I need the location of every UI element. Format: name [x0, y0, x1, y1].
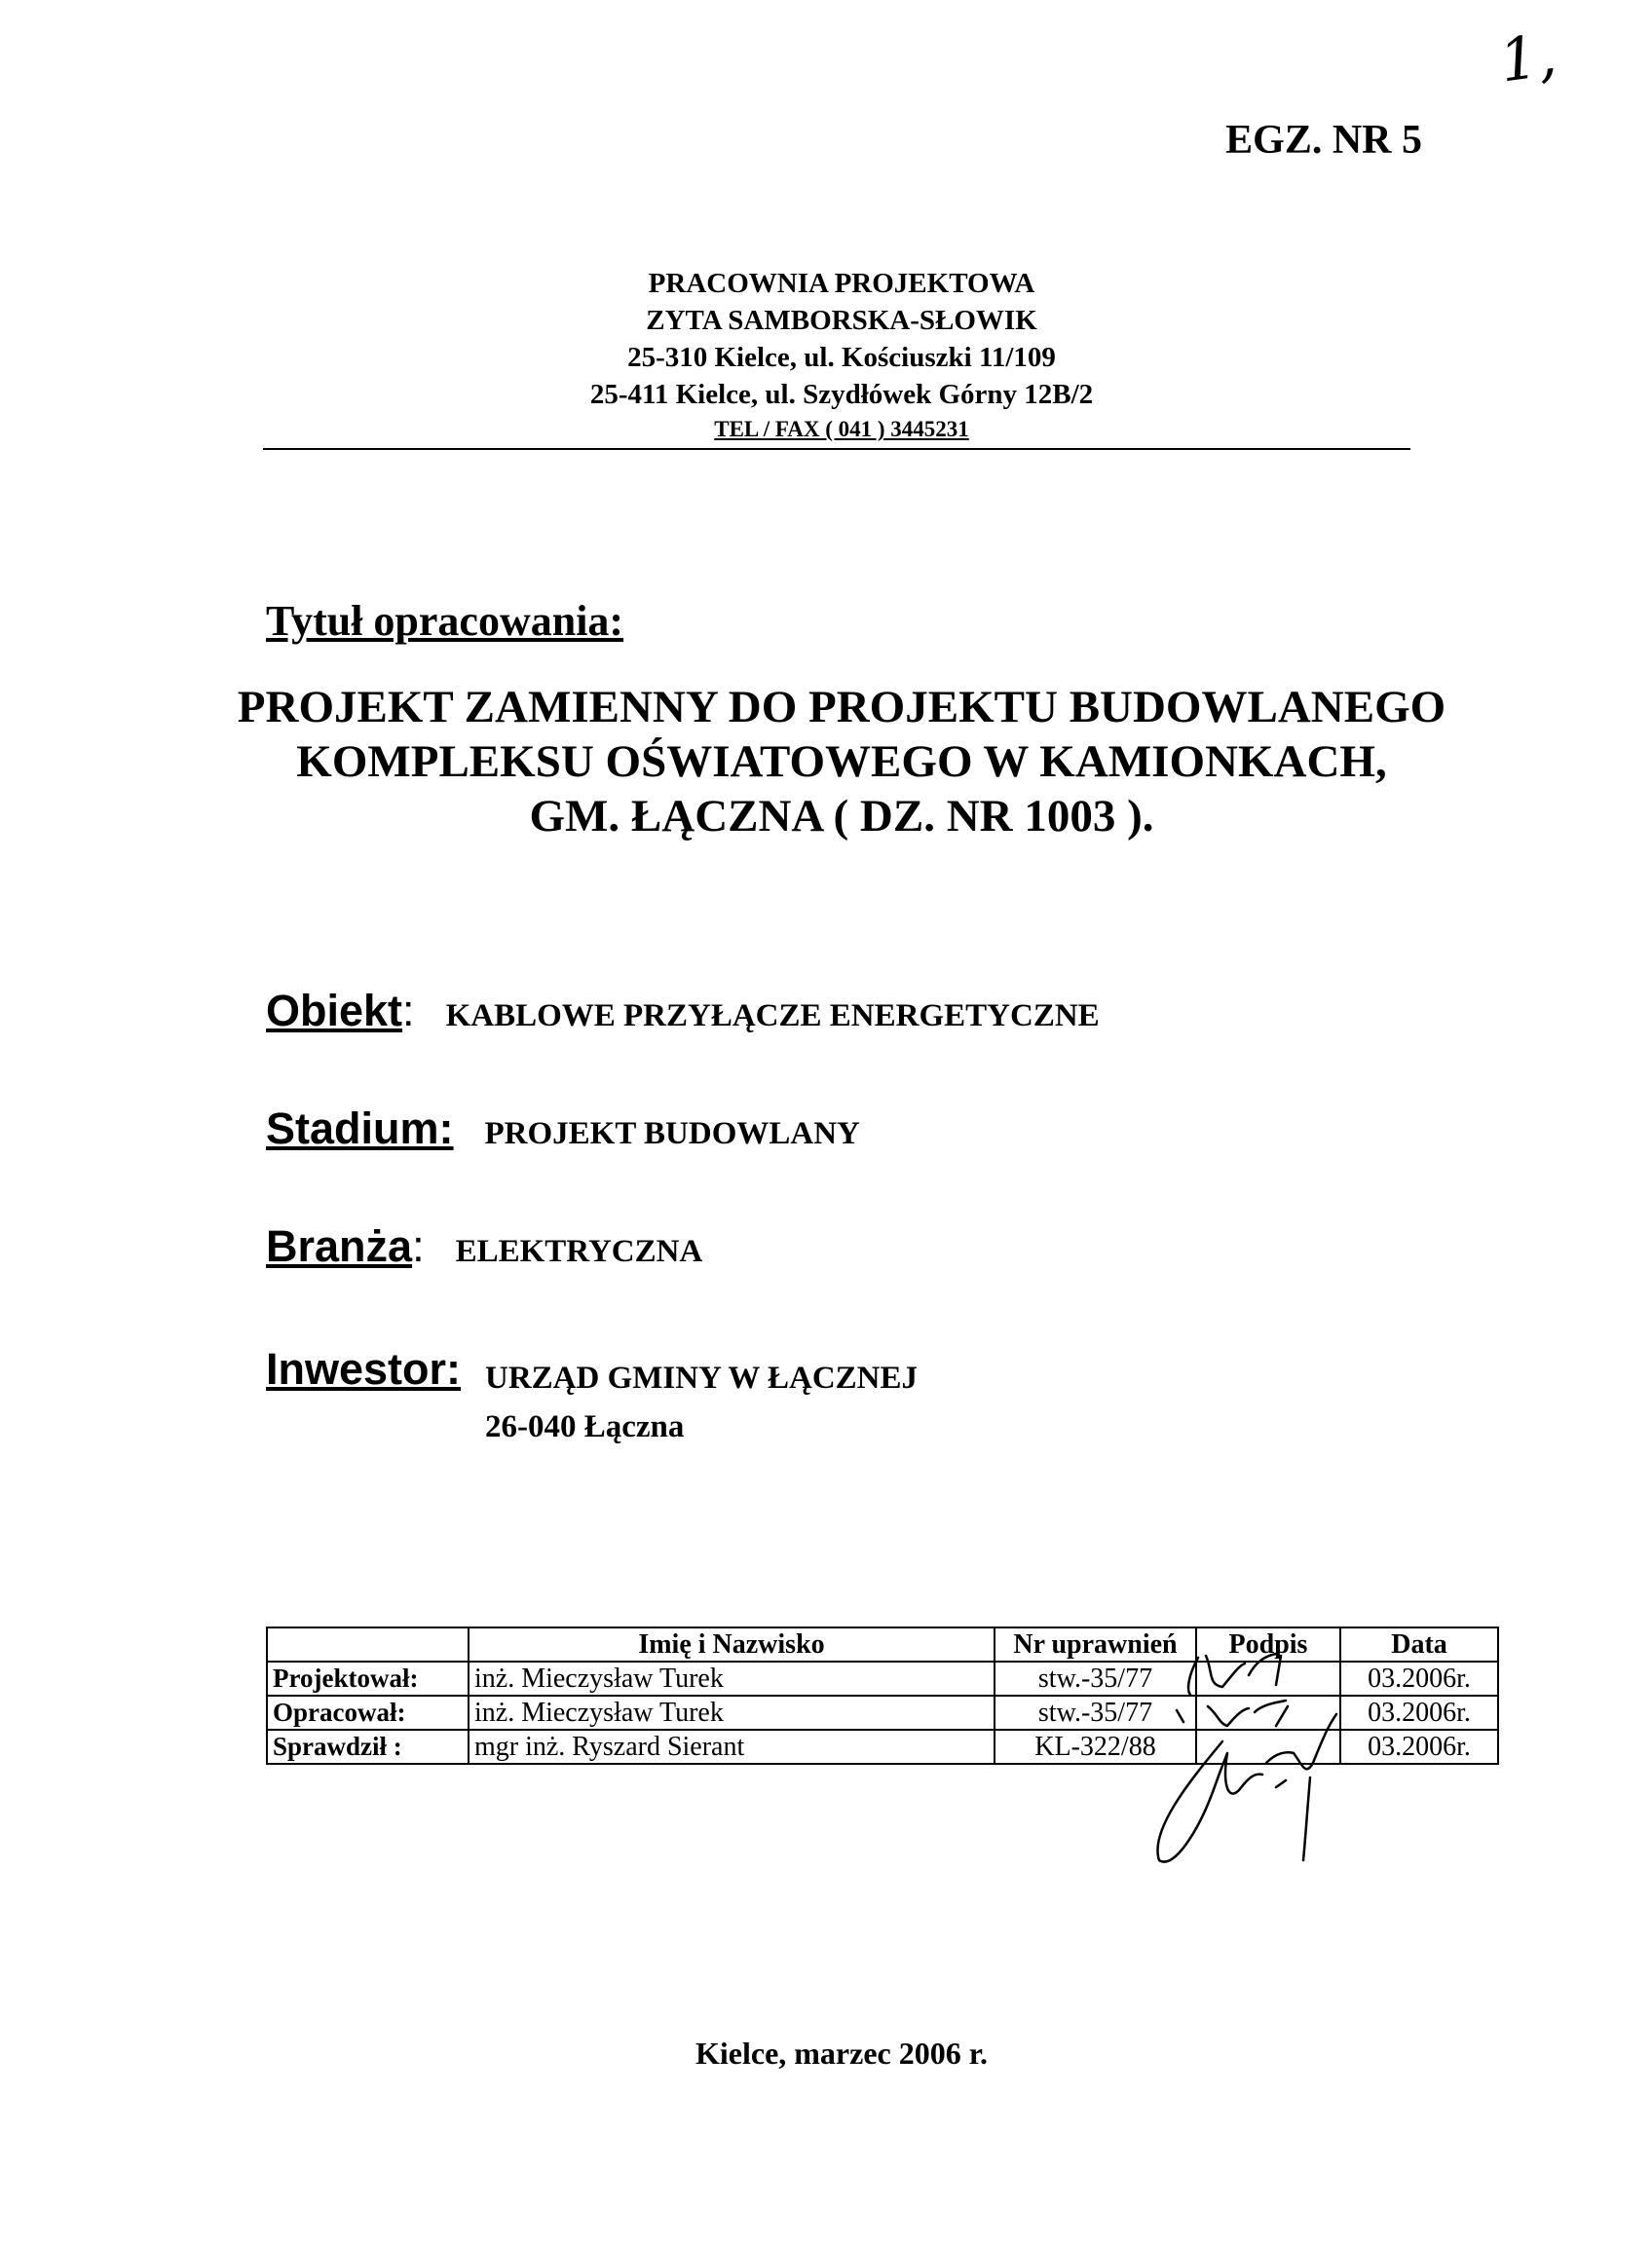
row-role: Opracował: [267, 1696, 469, 1730]
row-date: 03.2006r. [1340, 1662, 1498, 1696]
row-date: 03.2006r. [1340, 1696, 1498, 1730]
title-label: Tytuł opracowania: [266, 597, 624, 645]
field-obiekt-label: Obiekt [266, 986, 403, 1035]
row-nr: KL-322/88 [995, 1730, 1196, 1764]
row-role: Projektował: [267, 1662, 469, 1696]
table-header-empty [267, 1627, 469, 1662]
row-role: Sprawdził : [267, 1730, 469, 1764]
table-header-signature: Podpis [1196, 1627, 1340, 1662]
firm-name: PRACOWNIA PROJEKTOWA [648, 268, 1035, 299]
row-name: inż. Mieczysław Turek [469, 1696, 995, 1730]
field-stadium-label: Stadium: [266, 1103, 454, 1153]
table-header-name: Imię i Nazwisko [469, 1627, 995, 1662]
field-inwestor-value [485, 1354, 918, 1451]
field-branza-colon: : [412, 1221, 425, 1271]
document-title [0, 680, 1652, 843]
field-inwestor-label: Inwestor: [266, 1344, 462, 1394]
firm-owner: ZYTA SAMBORSKA-SŁOWIK [646, 305, 1037, 336]
signature-stroke [1177, 1701, 1288, 1726]
row-name: mgr inż. Ryszard Sierant [469, 1730, 995, 1764]
firm-address-1: 25-310 Kielce, ul. Kościuszki 11/109 [627, 342, 1056, 373]
inwestor-name: URZĄD GMINY W ŁĄCZNEJ [485, 1361, 919, 1396]
inwestor-address: 26-040 Łączna [485, 1409, 685, 1444]
field-inwestor [266, 1344, 461, 1395]
field-obiekt [266, 986, 1100, 1036]
field-obiekt-value: KABLOWE PRZYŁĄCZE ENERGETYCZNE [445, 998, 1100, 1033]
copy-number: EGZ. NR 5 [1225, 118, 1422, 163]
field-branza-label: Branża [266, 1221, 413, 1271]
title-line: PROJEKT ZAMIENNY DO PROJEKTU BUDOWLANEGO [237, 682, 1446, 732]
firm-tel-fax: TEL / FAX ( 041 ) 3445231 [714, 417, 969, 441]
table-header-nr: Nr uprawnień [995, 1627, 1196, 1662]
table-header-date: Data [1340, 1627, 1498, 1662]
signature-stroke [1188, 1654, 1281, 1695]
row-nr: stw.-35/77 [995, 1662, 1196, 1696]
handwritten-signatures [1130, 1617, 1364, 1880]
field-stadium [266, 1103, 860, 1154]
title-line: GM. ŁĄCZNA ( DZ. NR 1003 ). [529, 791, 1154, 842]
header-divider [263, 448, 1410, 450]
place-and-date: Kielce, marzec 2006 r. [695, 2036, 988, 2071]
firm-header [0, 265, 1652, 446]
row-name: inż. Mieczysław Turek [469, 1662, 995, 1696]
handwritten-page-number: 1, [1495, 20, 1560, 96]
row-nr: stw.-35/77 [995, 1696, 1196, 1730]
field-branza [266, 1221, 702, 1272]
field-stadium-value: PROJEKT BUDOWLANY [484, 1116, 860, 1151]
signature-stroke [1157, 1714, 1336, 1862]
row-date: 03.2006r. [1340, 1730, 1498, 1764]
firm-address-2: 25-411 Kielce, ul. Szydłówek Górny 12B/2 [589, 379, 1094, 410]
title-line: KOMPLEKSU OŚWIATOWEGO W KAMIONKACH, [296, 736, 1387, 787]
field-obiekt-colon: : [402, 986, 415, 1035]
field-branza-value: ELEKTRYCZNA [455, 1234, 703, 1269]
